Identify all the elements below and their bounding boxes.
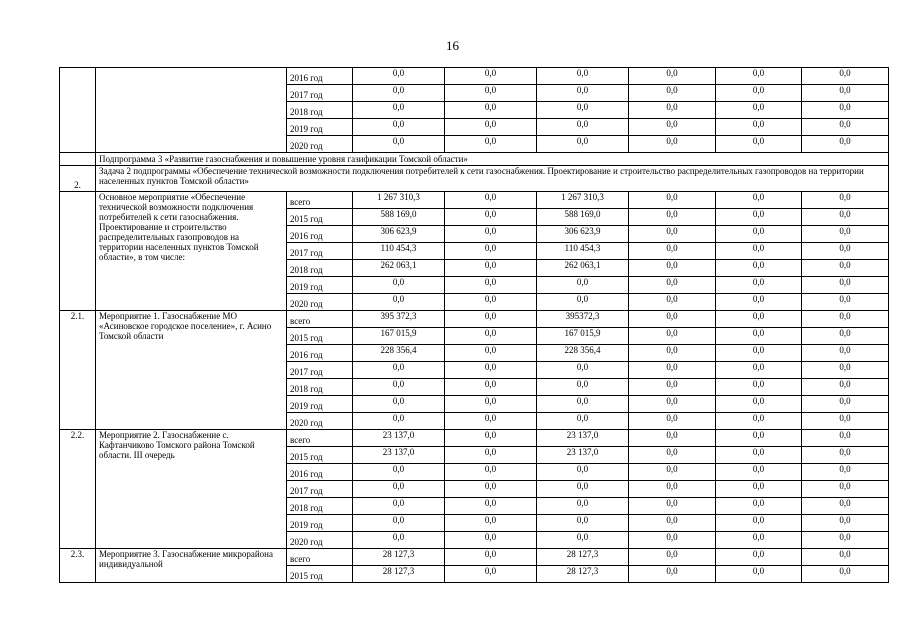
- value-cell: 0,0: [629, 498, 716, 515]
- value-cell: 0,0: [445, 226, 537, 243]
- value-cell: 0,0: [716, 85, 802, 102]
- value-cell: 28 127,3: [353, 549, 445, 566]
- value-cell: 0,0: [802, 413, 889, 430]
- period-cell: 2015 год: [287, 566, 353, 583]
- value-cell: 0,0: [716, 379, 802, 396]
- value-cell: 110 454,3: [353, 243, 445, 260]
- value-cell: 0,0: [353, 68, 445, 85]
- value-cell: 0,0: [716, 447, 802, 464]
- value-cell: 0,0: [445, 102, 537, 119]
- value-cell: 0,0: [716, 566, 802, 583]
- value-cell: 28 127,3: [537, 549, 629, 566]
- value-cell: 0,0: [629, 119, 716, 136]
- value-cell: 0,0: [629, 549, 716, 566]
- value-cell: 0,0: [716, 396, 802, 413]
- value-cell: 0,0: [716, 226, 802, 243]
- value-cell: 0,0: [716, 136, 802, 153]
- value-cell: 0,0: [445, 447, 537, 464]
- item-name: Мероприятие 3. Газоснабжение микрорайона индивидуальной: [96, 549, 287, 583]
- value-cell: 0,0: [716, 430, 802, 447]
- value-cell: 0,0: [537, 294, 629, 311]
- value-cell: 262 063,1: [353, 260, 445, 277]
- value-cell: 0,0: [537, 136, 629, 153]
- value-cell: 0,0: [445, 396, 537, 413]
- value-cell: 0,0: [629, 481, 716, 498]
- value-cell: 0,0: [716, 311, 802, 328]
- table-row: [60, 430, 889, 447]
- value-cell: 0,0: [445, 277, 537, 294]
- value-cell: 0,0: [802, 136, 889, 153]
- period-cell: 2017 год: [287, 362, 353, 379]
- period-cell: 2020 год: [287, 413, 353, 430]
- value-cell: 0,0: [629, 243, 716, 260]
- value-cell: 0,0: [353, 277, 445, 294]
- value-cell: 0,0: [802, 515, 889, 532]
- value-cell: 0,0: [802, 192, 889, 209]
- value-cell: 23 137,0: [537, 447, 629, 464]
- value-cell: 0,0: [716, 192, 802, 209]
- period-cell: 2017 год: [287, 85, 353, 102]
- value-cell: 0,0: [629, 85, 716, 102]
- value-cell: 0,0: [537, 68, 629, 85]
- value-cell: 0,0: [537, 396, 629, 413]
- period-cell: 2017 год: [287, 243, 353, 260]
- value-cell: 0,0: [445, 566, 537, 583]
- period-cell: 2019 год: [287, 515, 353, 532]
- value-cell: 588 169,0: [353, 209, 445, 226]
- value-cell: 0,0: [445, 192, 537, 209]
- period-cell: всего: [287, 311, 353, 328]
- value-cell: 0,0: [353, 413, 445, 430]
- value-cell: 0,0: [802, 566, 889, 583]
- value-cell: 0,0: [537, 413, 629, 430]
- value-cell: 0,0: [716, 209, 802, 226]
- page-number: 16: [446, 38, 459, 53]
- value-cell: 0,0: [353, 481, 445, 498]
- value-cell: 0,0: [353, 362, 445, 379]
- period-cell: 2019 год: [287, 396, 353, 413]
- value-cell: 0,0: [629, 277, 716, 294]
- value-cell: 0,0: [537, 379, 629, 396]
- value-cell: 167 015,9: [353, 328, 445, 345]
- table-row: [60, 192, 889, 209]
- value-cell: 0,0: [716, 102, 802, 119]
- value-cell: 0,0: [537, 362, 629, 379]
- value-cell: 167 015,9: [537, 328, 629, 345]
- value-cell: 0,0: [802, 430, 889, 447]
- value-cell: 0,0: [629, 328, 716, 345]
- value-cell: 0,0: [716, 515, 802, 532]
- value-cell: 0,0: [716, 498, 802, 515]
- value-cell: 110 454,3: [537, 243, 629, 260]
- value-cell: 0,0: [353, 379, 445, 396]
- value-cell: 0,0: [445, 362, 537, 379]
- value-cell: 0,0: [629, 136, 716, 153]
- value-cell: 0,0: [802, 532, 889, 549]
- value-cell: 0,0: [629, 102, 716, 119]
- value-cell: 0,0: [629, 515, 716, 532]
- value-cell: 0,0: [537, 498, 629, 515]
- value-cell: 0,0: [629, 413, 716, 430]
- period-cell: всего: [287, 430, 353, 447]
- task-row: [60, 166, 889, 192]
- value-cell: 0,0: [716, 532, 802, 549]
- value-cell: 262 063,1: [537, 260, 629, 277]
- period-cell: 2020 год: [287, 294, 353, 311]
- value-cell: 0,0: [353, 119, 445, 136]
- value-cell: 0,0: [802, 102, 889, 119]
- value-cell: 0,0: [802, 549, 889, 566]
- value-cell: 0,0: [629, 209, 716, 226]
- period-cell: 2015 год: [287, 209, 353, 226]
- value-cell: 0,0: [716, 481, 802, 498]
- value-cell: 228 356,4: [353, 345, 445, 362]
- value-cell: 0,0: [629, 362, 716, 379]
- value-cell: 0,0: [802, 85, 889, 102]
- value-cell: 0,0: [445, 379, 537, 396]
- value-cell: 0,0: [445, 260, 537, 277]
- value-cell: 0,0: [802, 277, 889, 294]
- value-cell: 306 623,9: [537, 226, 629, 243]
- value-cell: 1 267 310,3: [537, 192, 629, 209]
- value-cell: 228 356,4: [537, 345, 629, 362]
- value-cell: 0,0: [802, 243, 889, 260]
- table-row: [60, 311, 889, 328]
- value-cell: 0,0: [445, 549, 537, 566]
- value-cell: 0,0: [537, 481, 629, 498]
- value-cell: 0,0: [353, 85, 445, 102]
- item-name: [96, 68, 287, 153]
- value-cell: 0,0: [802, 328, 889, 345]
- period-cell: 2016 год: [287, 68, 353, 85]
- item-number: 2.2.: [60, 430, 96, 549]
- value-cell: 0,0: [716, 549, 802, 566]
- period-cell: 2015 год: [287, 328, 353, 345]
- value-cell: 0,0: [537, 277, 629, 294]
- value-cell: 0,0: [445, 243, 537, 260]
- period-cell: 2018 год: [287, 498, 353, 515]
- value-cell: 588 169,0: [537, 209, 629, 226]
- value-cell: 28 127,3: [537, 566, 629, 583]
- value-cell: 0,0: [802, 311, 889, 328]
- value-cell: 395 372,3: [353, 311, 445, 328]
- value-cell: 0,0: [802, 294, 889, 311]
- value-cell: 0,0: [716, 119, 802, 136]
- period-cell: 2016 год: [287, 345, 353, 362]
- value-cell: 23 137,0: [353, 447, 445, 464]
- table-row: [60, 549, 889, 566]
- value-cell: 0,0: [353, 396, 445, 413]
- task-number: 2.: [60, 166, 96, 192]
- value-cell: 0,0: [716, 328, 802, 345]
- value-cell: 0,0: [716, 277, 802, 294]
- value-cell: 0,0: [629, 464, 716, 481]
- value-cell: 0,0: [716, 362, 802, 379]
- value-cell: 0,0: [629, 379, 716, 396]
- value-cell: 0,0: [802, 68, 889, 85]
- period-cell: 2018 год: [287, 379, 353, 396]
- value-cell: 0,0: [353, 464, 445, 481]
- table-row: [60, 68, 889, 85]
- value-cell: 0,0: [629, 532, 716, 549]
- value-cell: 0,0: [629, 396, 716, 413]
- item-number: 2.3.: [60, 549, 96, 583]
- value-cell: 0,0: [802, 119, 889, 136]
- period-cell: всего: [287, 549, 353, 566]
- value-cell: 0,0: [802, 498, 889, 515]
- subprogram-row: [60, 153, 889, 166]
- value-cell: 0,0: [716, 260, 802, 277]
- value-cell: 23 137,0: [537, 430, 629, 447]
- value-cell: 0,0: [445, 136, 537, 153]
- value-cell: 0,0: [353, 515, 445, 532]
- value-cell: 0,0: [802, 209, 889, 226]
- value-cell: 0,0: [445, 532, 537, 549]
- period-cell: 2020 год: [287, 136, 353, 153]
- subprogram-number-cell: [60, 153, 96, 166]
- value-cell: 306 623,9: [353, 226, 445, 243]
- value-cell: 0,0: [629, 447, 716, 464]
- value-cell: 0,0: [802, 362, 889, 379]
- value-cell: 0,0: [353, 294, 445, 311]
- item-number: [60, 68, 96, 153]
- period-cell: всего: [287, 192, 353, 209]
- value-cell: 0,0: [716, 294, 802, 311]
- value-cell: 0,0: [353, 498, 445, 515]
- value-cell: 0,0: [802, 481, 889, 498]
- value-cell: 0,0: [537, 532, 629, 549]
- value-cell: 0,0: [537, 515, 629, 532]
- value-cell: 0,0: [629, 345, 716, 362]
- value-cell: 0,0: [802, 464, 889, 481]
- value-cell: 0,0: [445, 515, 537, 532]
- budget-table: [59, 67, 889, 583]
- value-cell: 0,0: [537, 102, 629, 119]
- value-cell: 0,0: [353, 136, 445, 153]
- period-cell: 2016 год: [287, 226, 353, 243]
- value-cell: 0,0: [629, 226, 716, 243]
- value-cell: 0,0: [353, 102, 445, 119]
- item-number: 2.1.: [60, 311, 96, 430]
- period-cell: 2020 год: [287, 532, 353, 549]
- value-cell: 0,0: [445, 294, 537, 311]
- item-name: Основное мероприятие «Обеспечение технической возможности подключения потребителей к сети газоснабжения. Проектирование и строительство распределительных газопроводов на территории населенных пунктов Томской области», в том числе:: [96, 192, 287, 311]
- period-cell: 2017 год: [287, 481, 353, 498]
- item-number: [60, 192, 96, 311]
- value-cell: 0,0: [629, 260, 716, 277]
- value-cell: 0,0: [716, 345, 802, 362]
- value-cell: 0,0: [716, 464, 802, 481]
- value-cell: 0,0: [445, 311, 537, 328]
- value-cell: 0,0: [802, 396, 889, 413]
- value-cell: 0,0: [629, 294, 716, 311]
- period-cell: 2018 год: [287, 260, 353, 277]
- value-cell: 0,0: [802, 379, 889, 396]
- value-cell: 0,0: [629, 192, 716, 209]
- value-cell: 28 127,3: [353, 566, 445, 583]
- value-cell: 0,0: [445, 209, 537, 226]
- value-cell: 0,0: [629, 430, 716, 447]
- value-cell: 0,0: [716, 413, 802, 430]
- value-cell: 0,0: [445, 498, 537, 515]
- subprogram-title: Подпрограмма 3 «Развитие газоснабжения и повышение уровня газификации Томской области»: [96, 153, 889, 166]
- value-cell: 0,0: [537, 464, 629, 481]
- value-cell: 0,0: [445, 413, 537, 430]
- value-cell: 395372,3: [537, 311, 629, 328]
- value-cell: 0,0: [629, 68, 716, 85]
- value-cell: 0,0: [353, 532, 445, 549]
- value-cell: 0,0: [802, 447, 889, 464]
- period-cell: 2019 год: [287, 277, 353, 294]
- period-cell: 2019 год: [287, 119, 353, 136]
- value-cell: 0,0: [445, 68, 537, 85]
- value-cell: 0,0: [802, 345, 889, 362]
- item-name: Мероприятие 2. Газоснабжение с. Кафтанчиково Томского района Томской области. III очередь: [96, 430, 287, 549]
- value-cell: 0,0: [629, 566, 716, 583]
- value-cell: 0,0: [445, 481, 537, 498]
- value-cell: 0,0: [445, 345, 537, 362]
- table-body: [60, 68, 889, 583]
- value-cell: 0,0: [802, 260, 889, 277]
- value-cell: 0,0: [445, 119, 537, 136]
- value-cell: 0,0: [445, 328, 537, 345]
- value-cell: 1 267 310,3: [353, 192, 445, 209]
- value-cell: 0,0: [445, 85, 537, 102]
- value-cell: 0,0: [445, 430, 537, 447]
- item-name: Мероприятие 1. Газоснабжение МО «Асиновское городское поселение», г. Асино Томской области: [96, 311, 287, 430]
- value-cell: 0,0: [802, 226, 889, 243]
- period-cell: 2016 год: [287, 464, 353, 481]
- value-cell: 0,0: [445, 464, 537, 481]
- period-cell: 2015 год: [287, 447, 353, 464]
- value-cell: 0,0: [537, 85, 629, 102]
- value-cell: 0,0: [716, 68, 802, 85]
- value-cell: 23 137,0: [353, 430, 445, 447]
- period-cell: 2018 год: [287, 102, 353, 119]
- value-cell: 0,0: [537, 119, 629, 136]
- task-text: Задача 2 подпрограммы «Обеспечение технической возможности подключения потребителей к сети газоснабжения. Проектирование и строительство распределительных газопроводов на территории населенных пунктов Томской области»: [96, 166, 889, 192]
- value-cell: 0,0: [629, 311, 716, 328]
- value-cell: 0,0: [716, 243, 802, 260]
